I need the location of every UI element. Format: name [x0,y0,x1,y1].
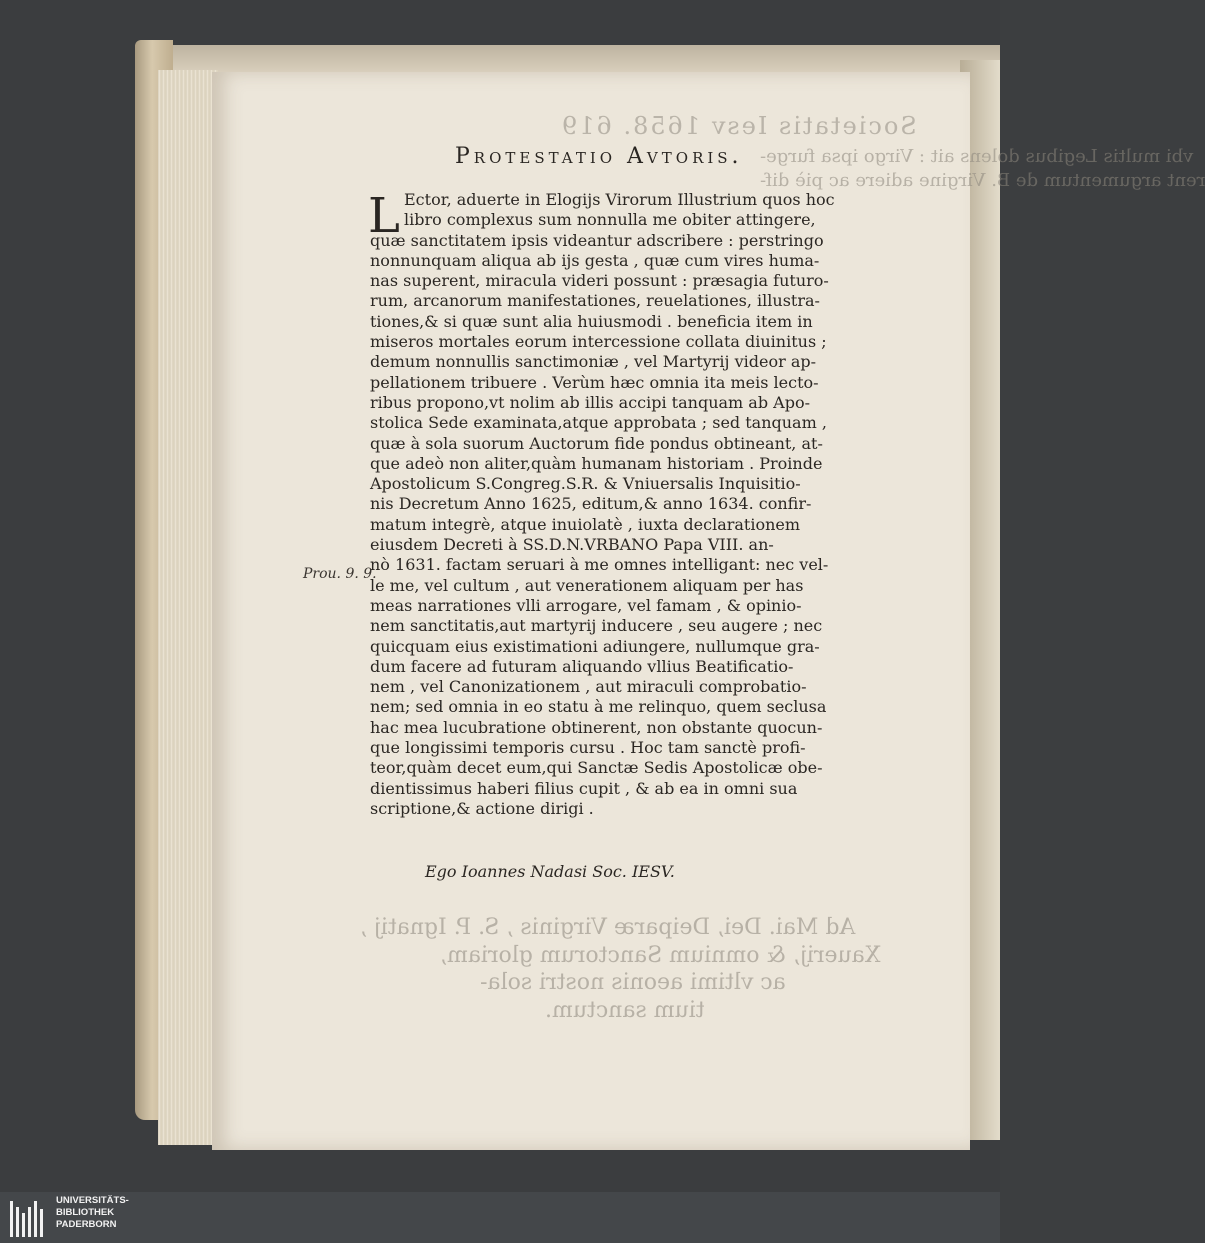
text-line: Ector, aduerte in Elogijs Virorum Illustrium quos hoc [404,190,835,209]
drop-capital: L [368,188,400,244]
text-line: libro complexus sum nonnulla me obiter attingere, [404,210,816,230]
bleed-line: vbi multis Legibus dolens ait : Virgo ipsa furge- [760,146,1194,167]
text-line: le me, vel cultum , aut venerationem aliquam per has [370,575,804,595]
text-line: scriptione,& actione dirigi . [370,798,594,818]
bleed-line: Ad Mai. Dei, Deiparæ Virginis , S. P. Ignatij , [360,915,856,940]
text-line: que adeò non aliter,quàm humanam historiam . Proinde [370,453,823,473]
text-line: ribus propono,vt nolim ab illis accipi tanquam ab Apo- [370,392,810,412]
body-text [370,190,910,819]
bleed-line: ac vltimi aeonis nostri sola- [480,970,786,995]
text-line: tiones,& si quæ sunt alia huiusmodi . beneficia item in [370,311,813,331]
bleed-line: rent argumentum de B. Virgine adiere ac piè dif- [760,170,1205,191]
text-line: quæ sanctitatem ipsis videantur adscribere : perstringo [370,230,824,250]
text-line: miseros mortales eorum intercessione collata diuinitus ; [370,332,827,352]
text-line: stolica Sede examinata,atque approbata ; sed tanquam , [370,413,827,433]
institution-line: UNIVERSITÄTS- [56,1195,129,1206]
bleed-line: Xauerij, & omnium Sanctorum gloriam, [440,943,881,968]
bleed-line: tium sanctum. [545,998,705,1023]
page-title: Protestatio Avtoris. [455,144,743,169]
text-line: nonnunquam aliqua ab ijs gesta , quæ cum vires huma- [370,250,820,270]
text-line: hac mea lucubratione obtinerent, non obstante quocun- [370,717,823,737]
text-line: rum, arcanorum manifestationes, reuelationes, illustra- [370,291,820,311]
text-line: meas narrationes vlli arrogare, vel famam , & opinio- [370,595,802,615]
text-line: que longissimi temporis cursu . Hoc tam sanctè profi- [370,738,806,758]
footer-bar [0,1192,1000,1243]
text-line: nem sanctitatis,aut martyrij inducere , seu augere ; nec [370,616,823,636]
institution-name [56,1195,129,1231]
text-line: teor,quàm decet eum,qui Sanctæ Sedis Apostolicæ obe- [370,758,823,778]
text-line: nem; sed omnia in eo statu à me relinquo, quem seclusa [370,697,827,717]
signature: Ego Ioannes Nadasi Soc. IESV. [425,862,675,881]
running-head-bleedthrough: Societatis Iesv 1658. 619 [560,112,917,140]
text-line: nas superent, miracula videri possunt : præsagia futuro- [370,271,829,291]
text-line: dum facere ad futuram aliquando vllius Beatificatio- [370,656,794,676]
text-line: nem , vel Canonizationem , aut miraculi comprobatio- [370,677,807,697]
text-line: dientissimus haberi filius cupit , & ab ea in omni sua [370,778,798,798]
book-top-edge [150,45,1000,73]
institution-line: BIBLIOTHEK [56,1207,115,1218]
text-line: Apostolicum S.Congreg.S.R. & Vniuersalis Inquisitio- [370,474,801,494]
text-line: nò 1631. factam seruari à me omnes intelligant: nec vel- [370,555,829,575]
text-line: nis Decretum Anno 1625, editum,& anno 1634. confir- [370,494,812,514]
text-line: eiusdem Decreti à SS.D.N.VRBANO Papa VIII. an- [370,535,774,555]
margin-note: Prou. 9. 9. [303,566,377,582]
library-logo-icon [10,1195,48,1237]
text-line: matum integrè, atque inuiolatè , iuxta declarationem [370,514,801,534]
text-line: quæ à sola suorum Auctorum fide pondus obtineant, at- [370,433,823,453]
page-stack-edges [158,70,218,1145]
text-line: pellationem tribuere . Verùm hæc omnia ita meis lecto- [370,372,819,392]
text-line: quicquam eius existimationi adiungere, nullumque gra- [370,636,820,656]
institution-line: PADERBORN [56,1219,117,1230]
text-line: demum nonnullis sanctimoniæ , vel Martyrij videor ap- [370,352,817,372]
